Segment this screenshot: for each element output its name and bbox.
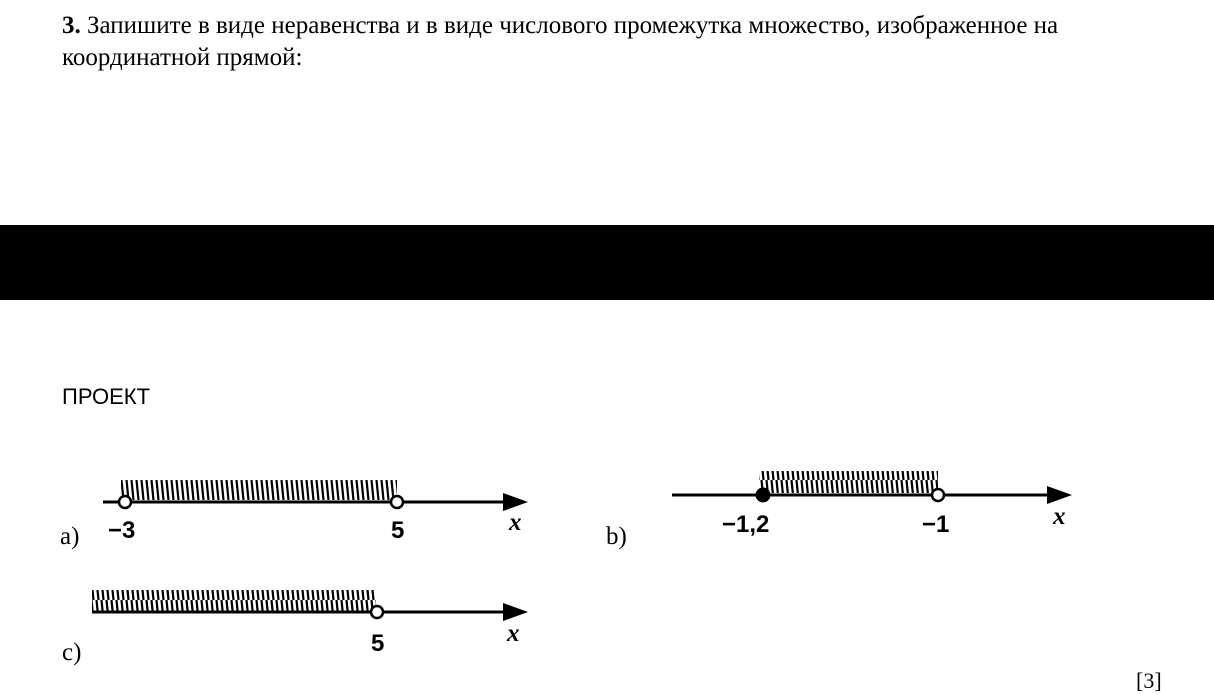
item-label-a: a) [60, 523, 80, 550]
tick-label-c: 5 [371, 630, 385, 657]
axis-variable-b: x [1053, 503, 1066, 530]
number-line-a [60, 480, 528, 550]
axis-variable-a: x [509, 509, 522, 536]
shaded-ray-c [92, 590, 376, 611]
task-number: 3. [62, 12, 81, 39]
axis-variable-c: x [507, 620, 520, 647]
tick-label-a-left: −3 [108, 517, 136, 544]
open-point-b-right [932, 489, 944, 501]
shaded-interval-b [759, 471, 938, 493]
open-point-a-right [391, 496, 403, 508]
open-point-c [371, 606, 383, 618]
number-line-b [606, 471, 1072, 550]
number-line-c [62, 590, 528, 666]
score-marker: [3] [1136, 668, 1162, 693]
item-label-b: b) [606, 523, 627, 550]
shaded-interval-a [121, 480, 397, 500]
task-text: Запишите в виде неравенства и в виде числового промежутка множество, изображенное на координатной прямой: [62, 12, 1059, 71]
axis-arrow-c [503, 603, 528, 621]
tick-label-b-left: −1,2 [722, 511, 770, 538]
draft-label: ПРОЕКТ [62, 384, 151, 409]
tick-label-a-right: 5 [391, 517, 405, 544]
open-point-a-left [119, 496, 131, 508]
axis-arrow-b [1047, 486, 1072, 504]
tick-label-b-right: −1 [922, 511, 950, 538]
item-label-c: c) [62, 639, 82, 666]
closed-point-b-left [757, 489, 770, 502]
